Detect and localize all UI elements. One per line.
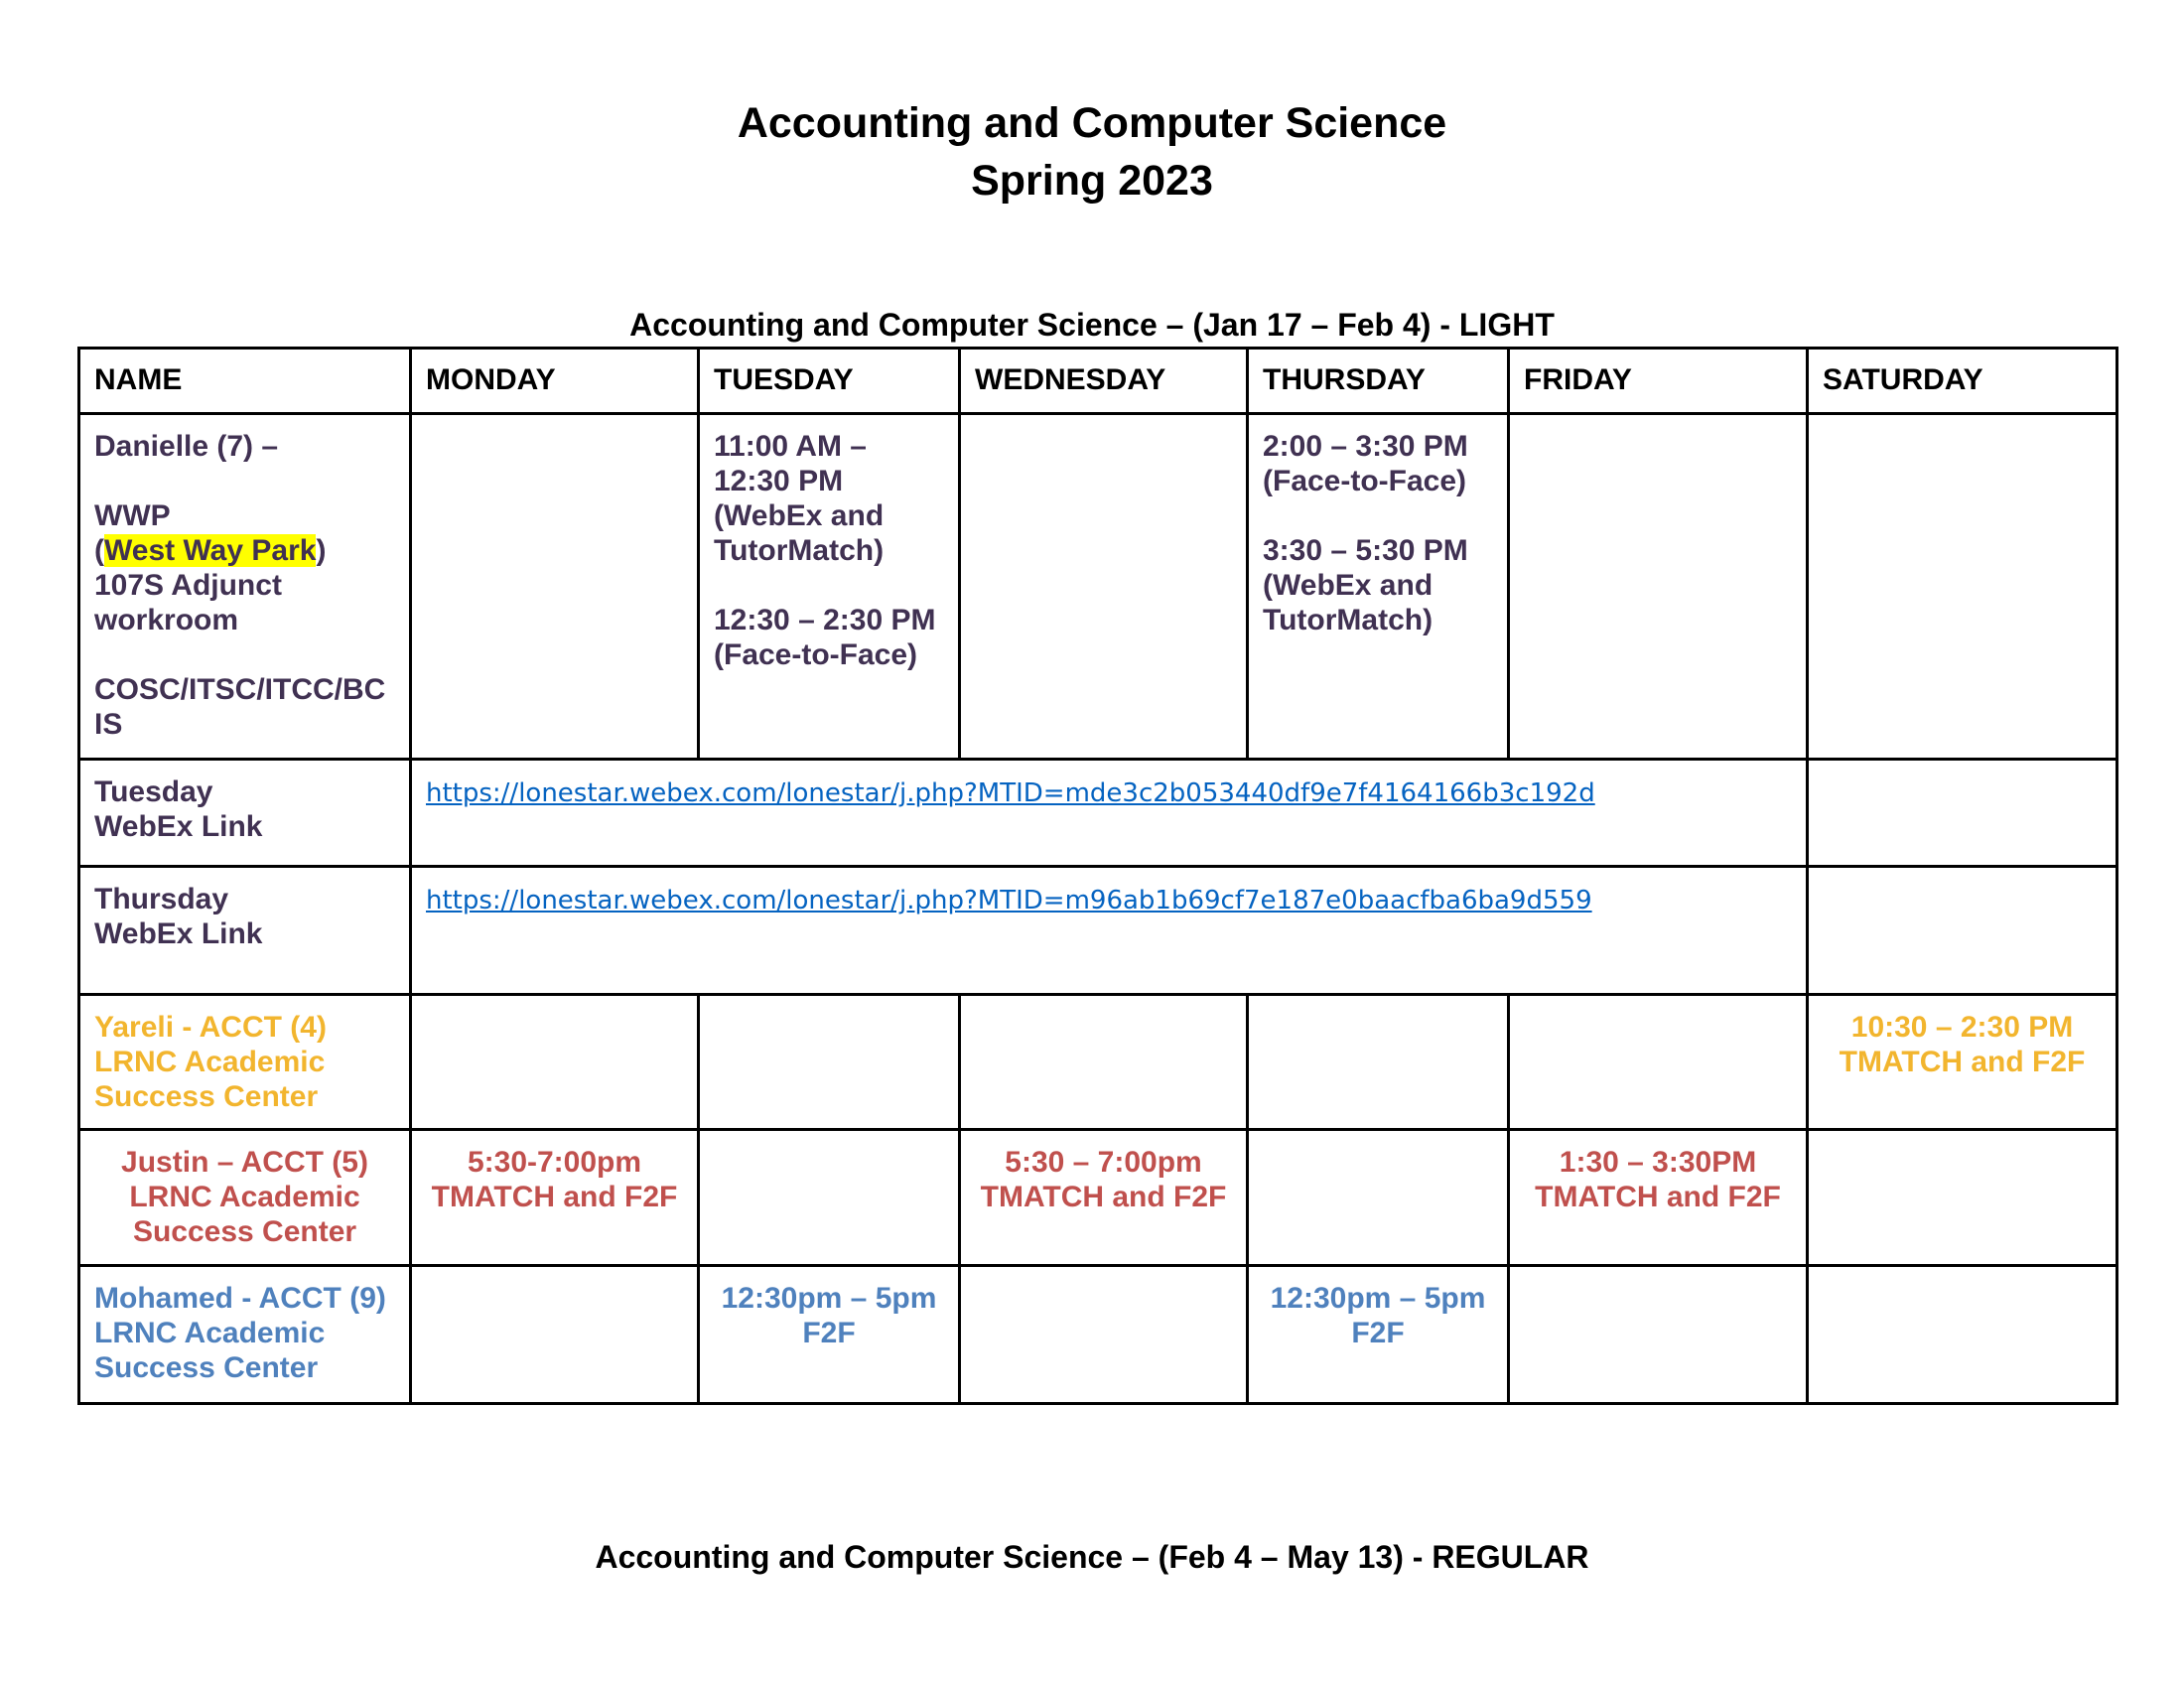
section-title-light: Accounting and Computer Science – (Jan 17 – Feb 4) - LIGHT <box>629 307 1555 343</box>
justin-wednesday <box>960 1130 1248 1266</box>
time-slot: 3:30 – 5:30 PM <box>1263 534 1468 567</box>
center-name-line-2: Success Center <box>132 1215 357 1248</box>
highlighted-location: West Way Park <box>104 534 317 567</box>
time-slot: 12:30 – 2:30 PM <box>714 604 936 636</box>
justin-tuesday <box>699 1130 960 1266</box>
header-monday: MONDAY <box>411 349 699 414</box>
mode-line-2: TutorMatch) <box>714 534 885 567</box>
header-row <box>79 349 2117 414</box>
danielle-thursday <box>1248 414 1509 760</box>
table-row-danielle <box>79 414 2117 760</box>
mohamed-thursday <box>1248 1266 1509 1404</box>
link-label-day: Thursday <box>94 883 229 915</box>
thursday-link-label <box>79 867 411 995</box>
justin-name-cell <box>79 1130 411 1266</box>
justin-thursday <box>1248 1130 1509 1266</box>
danielle-wednesday <box>960 414 1248 760</box>
link-label-text: WebEx Link <box>94 917 263 950</box>
thursday-link-empty <box>1808 867 2117 995</box>
yareli-name-cell <box>79 995 411 1130</box>
time-slot-end: 12:30 PM <box>714 465 844 497</box>
table-row-yareli <box>79 995 2117 1130</box>
time-slot: 5:30-7:00pm <box>467 1146 642 1179</box>
mode: (Face-to-Face) <box>1263 465 1467 497</box>
mode: TMATCH and F2F <box>1535 1181 1781 1213</box>
room: 107S Adjunct <box>94 569 282 602</box>
schedule-table <box>77 347 2118 1405</box>
time-slot: 5:30 – 7:00pm <box>1005 1146 1202 1179</box>
table-row-mohamed <box>79 1266 2117 1404</box>
justin-friday <box>1509 1130 1808 1266</box>
mohamed-saturday <box>1808 1266 2117 1404</box>
tutor-name: Justin – ACCT (5) <box>121 1146 368 1179</box>
location-code: WWP <box>94 499 171 532</box>
mohamed-tuesday <box>699 1266 960 1404</box>
header-friday: FRIDAY <box>1509 349 1808 414</box>
time-slot: 12:30pm – 5pm <box>721 1282 937 1315</box>
thursday-link-cell <box>411 867 1808 995</box>
tuesday-link-cell <box>411 760 1808 867</box>
justin-saturday <box>1808 1130 2117 1266</box>
yareli-wednesday <box>960 995 1248 1130</box>
section-title-regular: Accounting and Computer Science – (Feb 4 – May 13) - REGULAR <box>595 1539 1589 1575</box>
time-slot: 10:30 – 2:30 PM <box>1850 1011 2074 1044</box>
center-name: LRNC Academic <box>129 1181 360 1213</box>
table-row-justin <box>79 1130 2117 1266</box>
link-label-text: WebEx Link <box>94 810 263 843</box>
center-name-line-2: Success Center <box>94 1351 319 1384</box>
mode-line-2: TutorMatch) <box>1263 604 1433 636</box>
mode: TMATCH and F2F <box>980 1181 1227 1213</box>
yareli-saturday <box>1808 995 2117 1130</box>
center-name: LRNC Academic <box>94 1317 326 1349</box>
document-title <box>0 94 2184 210</box>
center-name-line-2: Success Center <box>94 1080 319 1113</box>
time-slot: 1:30 – 3:30PM <box>1559 1146 1757 1179</box>
yareli-tuesday <box>699 995 960 1130</box>
tutor-name: Yareli - ACCT (4) <box>94 1011 327 1044</box>
yareli-monday <box>411 995 699 1130</box>
title-line-1: Accounting and Computer Science <box>737 99 1447 147</box>
title-line-2: Spring 2023 <box>971 157 1213 205</box>
center-name: LRNC Academic <box>94 1046 326 1078</box>
mode: F2F <box>802 1317 856 1349</box>
danielle-tuesday <box>699 414 960 760</box>
time-slot: 12:30pm – 5pm <box>1270 1282 1486 1315</box>
room-line-2: workroom <box>94 604 239 636</box>
header-saturday: SATURDAY <box>1808 349 2117 414</box>
header-thursday: THURSDAY <box>1248 349 1509 414</box>
tutor-name: Mohamed - ACCT (9) <box>94 1282 386 1315</box>
thursday-webex-link[interactable]: https://lonestar.webex.com/lonestar/j.php?MTID=m96ab1b69cf7e187e0baacfba6ba9d559 <box>426 886 1592 915</box>
paren-close: ) <box>316 534 327 567</box>
danielle-friday <box>1509 414 1808 760</box>
mode: F2F <box>1351 1317 1405 1349</box>
location-name <box>94 533 395 568</box>
time-slot: 11:00 AM – <box>714 430 867 463</box>
tuesday-link-empty <box>1808 760 2117 867</box>
mohamed-monday <box>411 1266 699 1404</box>
tuesday-webex-link[interactable]: https://lonestar.webex.com/lonestar/j.php?MTID=mde3c2b053440df9e7f4164166b3c192d <box>426 778 1595 808</box>
table-row-tuesday-link <box>79 760 2117 867</box>
mode: (WebEx and <box>1263 569 1433 602</box>
paren-open: ( <box>94 534 104 567</box>
courses-line-2: IS <box>94 708 123 741</box>
yareli-friday <box>1509 995 1808 1130</box>
time-slot: 2:00 – 3:30 PM <box>1263 430 1468 463</box>
mohamed-wednesday <box>960 1266 1248 1404</box>
justin-monday <box>411 1130 699 1266</box>
danielle-name-cell <box>79 414 411 760</box>
mode: TMATCH and F2F <box>1839 1046 2086 1078</box>
danielle-monday <box>411 414 699 760</box>
danielle-saturday <box>1808 414 2117 760</box>
header-wednesday: WEDNESDAY <box>960 349 1248 414</box>
mode: (WebEx and <box>714 499 885 532</box>
mode: (Face-to-Face) <box>714 638 918 671</box>
tutor-name: Danielle (7) – <box>94 430 279 463</box>
tuesday-link-label <box>79 760 411 867</box>
mohamed-name-cell <box>79 1266 411 1404</box>
header-tuesday: TUESDAY <box>699 349 960 414</box>
table-row-thursday-link <box>79 867 2117 995</box>
link-label-day: Tuesday <box>94 775 213 808</box>
header-name: NAME <box>79 349 411 414</box>
mode: TMATCH and F2F <box>431 1181 678 1213</box>
mohamed-friday <box>1509 1266 1808 1404</box>
yareli-thursday <box>1248 995 1509 1130</box>
courses: COSC/ITSC/ITCC/BC <box>94 673 386 706</box>
